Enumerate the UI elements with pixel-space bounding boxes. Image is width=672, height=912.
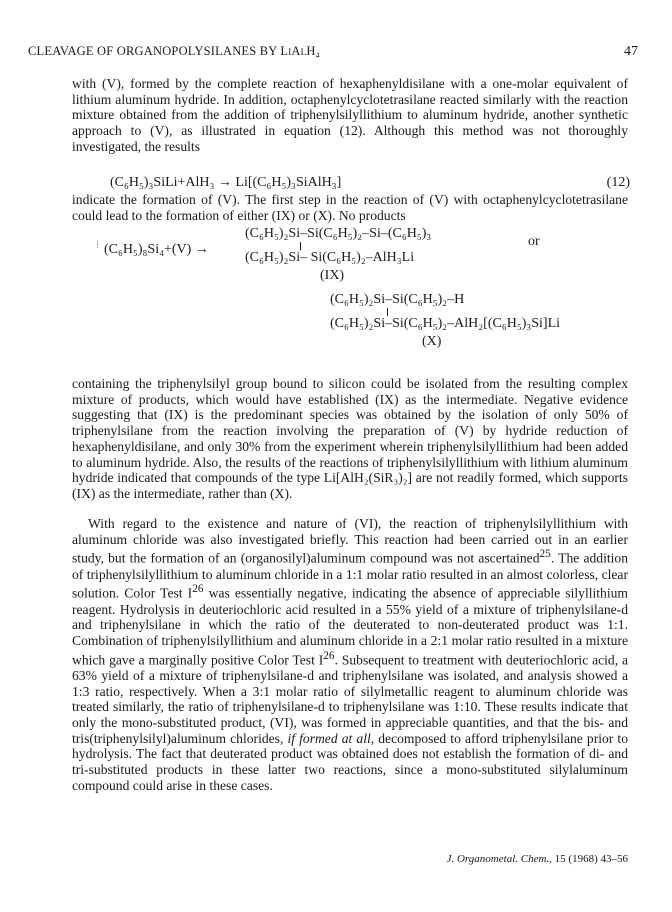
paragraph-3	[72, 376, 628, 502]
scheme-ix-bond	[300, 242, 301, 250]
footer-citation: , 15 (1968) 43–56	[549, 853, 628, 865]
reference-25: 25	[539, 548, 551, 561]
paragraph-4-part-2: . The addition of triphenylsilyllithium to aluminum chloride in a 1:1 molar ratio resulted in an almost colorless, clear solution. Color Test I	[72, 550, 628, 601]
margin-mark: ⁝	[96, 240, 100, 251]
paragraph-4	[72, 516, 628, 794]
scheme-ix-label: (IX)	[320, 268, 345, 283]
equation-12-number: (12)	[606, 175, 630, 190]
reference-26: 26	[192, 583, 204, 596]
scheme-x-bond	[387, 308, 388, 316]
paragraph-4-part-5: , decomposed to afford triphenylsilane prior to hydrolysis. The fact that deuterated product was obtained does not establish the formation of di- and tri-substituted products in these latter two reactions, since a mono-substituted silylaluminum compound could arise in these cases.	[72, 730, 628, 793]
emphasis-if-formed: if formed at all	[287, 730, 371, 746]
page-footer	[447, 853, 628, 865]
paragraph-2-text: indicate the formation of (V). The first step in the reaction of (V) with octaphenylcyclotetrasilane could lead to the formation of either (IX) or (X). No products	[72, 192, 628, 223]
running-head: CLEAVAGE OF ORGANOPOLYSILANES BY LiAlH₄	[28, 44, 321, 58]
paragraph-2	[72, 192, 628, 223]
scheme-x-top: (C₆H₅)₂Si–Si(C₆H₅)₂–H	[330, 292, 465, 307]
paragraph-1-text: with (V), formed by the complete reaction of hexaphenyldisilane with a one-molar equivalent of lithium aluminum hydride. In addition, octaphenylcyclotetrasilane reacted similarly with the reaction mixture obtained from the addition of triphenylsilyllithium to aluminum hydride, another synthetic approach to (V), as illustrated in equation (12). Although this method was not thoroughly investigated, the results	[72, 76, 628, 154]
scheme-ix-bottom: (C₆H₅)₂Si– Si(C₆H₅)₂–AlH₃Li	[245, 250, 415, 265]
equation-12-formula: (C₆H₅)₃SiLi+AlH₃ → Li[(C₆H₅)₃SiAlH₃]	[110, 175, 342, 190]
footer-journal: J. Organometal. Chem.	[446, 853, 550, 865]
paragraph-4-part-1: With regard to the existence and nature of (VI), the reaction of triphenylsilyllithium with aluminum chloride was also investigated briefly. This reaction had been carried out in an earlier study, but the formation of an (organosilyl)aluminum compound was not ascertained	[72, 516, 628, 566]
scheme-x-bottom: (C₆H₅)₂Si–Si(C₆H₅)₂–AlH₂[(C₆H₅)₃Si]Li	[330, 316, 561, 331]
scheme-or: or	[528, 234, 540, 249]
scheme-ix-top: (C₆H₅)₂Si–Si(C₆H₅)₂–Si–(C₆H₅)₃	[245, 226, 432, 241]
paragraph-1	[72, 76, 628, 155]
page-header	[28, 44, 638, 64]
equation-12	[110, 175, 630, 191]
page-number: 47	[624, 44, 638, 59]
reference-26-second: 26	[323, 649, 335, 662]
paragraph-4-part-3: was essentially negative, indicating the absence of appreciable silyllithium reagent. Hydrolysis in deuteriochloric acid resulted in a 55% yield of a mixture of triphenylsilane-d and triphenylsilane in which the ratio of the deuterated to non-deuterated product was 1:1. Combination of triphenylsilyllithium and aluminum chloride in a 2:1 molar ratio resulted in a mixture which gave a marginally positive Color Test I	[72, 585, 628, 668]
scheme-x-label: (X)	[422, 334, 442, 349]
paragraph-3-text: containing the triphenylsilyl group bound to silicon could be isolated from the resulting complex mixture of products, which would have established (IX) as the intermediate. Negative evidence suggesting that (IX) is the predominant species was obtained by the isolation of only 50% of triphenylsilane from the reaction involving the preparation of (V) by hydride reduction of hexaphenyldisilane, and only 30% from the experiment wherein triphenylsilyllithium had been added to aluminum hydride. Also, the results of the reactions of triphenylsilyllithium with lithium aluminum hydride indicated that compounds of the type Li[AlH₂(SiR₃)₂] are not readily formed, which supports (IX) as the intermediate, rather than (X).	[72, 376, 628, 501]
paragraph-4-part-4: . Subsequent to treatment with deuteriochloric acid, a 63% yield of a mixture of triphenylsilane-d and triphenylsilane was isolated, and analysis showed a 1:3 ratio, respectively. When a 3:1 molar ratio of silylmetallic reagent to aluminum chloride was treated similarly, the ratio of triphenylsilane-d to triphenylsilane was 1:10. These results indicate that only the mono-substituted product, (VI), was formed in appreciable quantities, and that the bis- and tris(triphenylsilyl)aluminum chlorides,	[72, 652, 628, 746]
scheme-reactants: (C₆H₅)₈Si₄+(V) →	[104, 242, 209, 257]
paragraph-4-text	[72, 516, 628, 794]
